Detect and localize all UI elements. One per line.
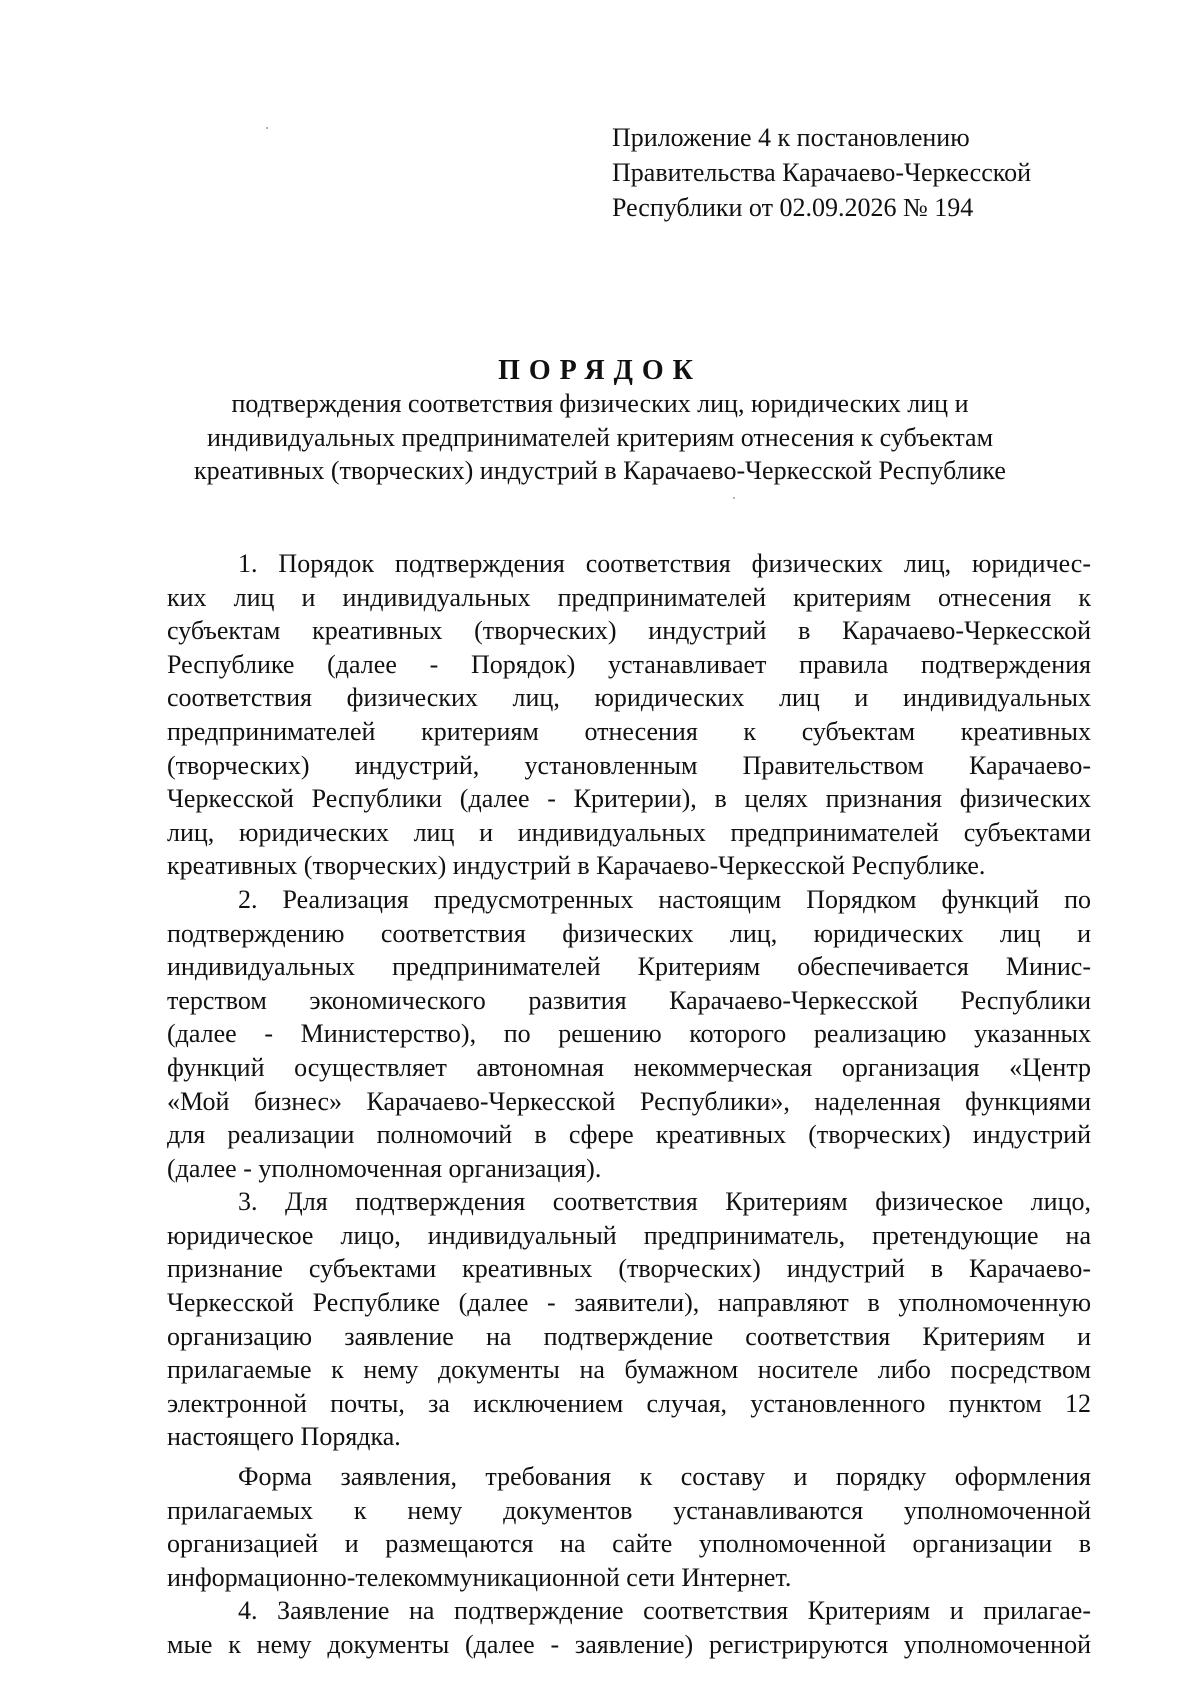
body-line: (творческих) индустрий, установленным Правительством Карачаево- bbox=[167, 750, 1091, 780]
body-line: прилагаемых к нему документов устанавливаются уполномоченной bbox=[167, 1495, 1091, 1525]
subtitle-line: индивидуальных предпринимателей критериям отнесения к субъектам bbox=[206, 422, 994, 452]
body-line: информационно-телекоммуникационной сети Интернет. bbox=[167, 1562, 792, 1592]
body-line: признание субъектами креативных (творческих) индустрий в Карачаево- bbox=[167, 1254, 1091, 1284]
body-line: 4. Заявление на подтверждение соответствия Критериям и прилагае- bbox=[238, 1596, 1091, 1626]
body-line: индивидуальных предпринимателей Критериям обеспечивается Минис- bbox=[167, 952, 1091, 982]
body-line: предпринимателей критериям отнесения к субъектам креативных bbox=[167, 716, 1091, 746]
scan-speck bbox=[266, 127, 268, 129]
body-line: электронной почты, за исключением случая, установленного пунктом 12 bbox=[167, 1388, 1091, 1418]
body-line: «Мой бизнес» Карачаево-Черкесской Республики», наделенная функциями bbox=[167, 1086, 1091, 1116]
body-line: подтверждению соответствия физических лиц, юридических лиц и bbox=[167, 918, 1091, 948]
body-line: 1. Порядок подтверждения соответствия физических лиц, юридичес- bbox=[238, 549, 1091, 578]
body-line: терством экономического развития Карачаево-Черкесской Республики bbox=[167, 985, 1091, 1015]
document-subtitle bbox=[150, 387, 1050, 488]
body-line: организацией и размещаются на сайте уполномоченной организации в bbox=[167, 1529, 1091, 1559]
body-line: Черкесской Республике (далее - заявители), направляют в уполномоченную bbox=[167, 1288, 1091, 1318]
appendix-line: Правительства Карачаево-Черкесской bbox=[612, 158, 1031, 187]
subtitle-line: креативных (творческих) индустрий в Карачаево-Черкесской Республике bbox=[194, 456, 1006, 485]
appendix-header bbox=[612, 120, 1132, 225]
body-line: мые к нему документы (далее - заявление) регистрируются уполномоченной bbox=[167, 1630, 1091, 1659]
document-title: ПОРЯДОК bbox=[498, 355, 702, 386]
paragraph-3-form bbox=[167, 1460, 1091, 1594]
body-line: (далее - Министерство), по решению которого реализацию указанных bbox=[167, 1019, 1091, 1049]
body-line: соответствия физических лиц, юридических лиц и индивидуальных bbox=[167, 683, 1091, 713]
body-line: (далее - уполномоченная организация). bbox=[167, 1153, 602, 1183]
body-line: лиц, юридических лиц и индивидуальных предпринимателей субъектами bbox=[167, 817, 1091, 847]
body-line: 2. Реализация предусмотренных настоящим Порядком функций по bbox=[238, 884, 1091, 914]
body-line: Республике (далее - Порядок) устанавливает правила подтверждения bbox=[167, 649, 1091, 679]
paragraph-3 bbox=[167, 1185, 1091, 1454]
body-line: Черкесской Республики (далее - Критерии), в целях признания физических bbox=[167, 784, 1091, 814]
body-line: прилагаемые к нему документы на бумажном носителе либо посредством bbox=[167, 1355, 1091, 1385]
appendix-line: Приложение 4 к постановлению bbox=[612, 123, 970, 152]
body-line: настоящего Порядка. bbox=[167, 1422, 401, 1452]
subtitle-line: подтверждения соответствия физических лиц, юридических лиц и bbox=[231, 389, 969, 418]
scan-speck bbox=[733, 497, 735, 499]
document-body bbox=[167, 547, 1091, 1662]
appendix-line: Республики от 02.09.2026 № 194 bbox=[612, 193, 974, 222]
paragraph-4 bbox=[167, 1594, 1091, 1661]
body-line: юридическое лицо, индивидуальный предприниматель, претендующие на bbox=[167, 1220, 1091, 1250]
body-line: ких лиц и индивидуальных предпринимателей критериям отнесения к bbox=[167, 582, 1091, 612]
paragraph-1 bbox=[167, 547, 1091, 883]
body-line: 3. Для подтверждения соответствия Критериям физическое лицо, bbox=[238, 1187, 1091, 1217]
body-line: организацию заявление на подтверждение соответствия Критериям и bbox=[167, 1321, 1091, 1351]
body-line: креативных (творческих) индустрий в Карачаево-Черкесской Республике. bbox=[167, 851, 986, 881]
body-line: функций осуществляет автономная некоммерческая организация «Центр bbox=[167, 1052, 1091, 1082]
body-line: Форма заявления, требования к составу и порядку оформления bbox=[238, 1462, 1091, 1492]
body-line: для реализации полномочий в сфере креативных (творческих) индустрий bbox=[167, 1120, 1091, 1150]
body-line: субъектам креативных (творческих) индустрий в Карачаево-Черкесской bbox=[167, 616, 1091, 646]
paragraph-2 bbox=[167, 883, 1091, 1185]
